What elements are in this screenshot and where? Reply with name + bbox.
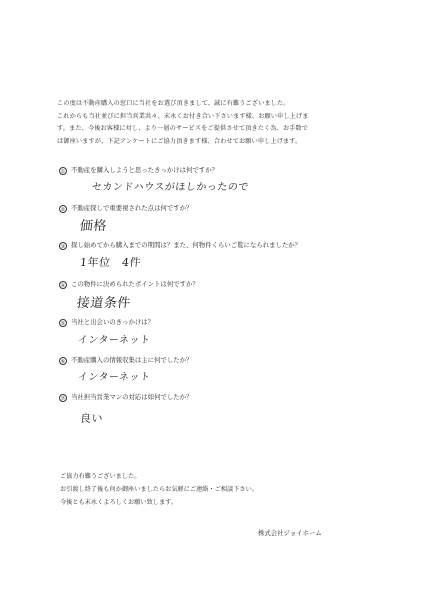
closing-paragraph	[60, 470, 380, 509]
answer-5: インターネット	[77, 335, 151, 346]
answer-1: セカンドハウスがほしかったので	[91, 182, 250, 193]
question-text: 当社と出会いのきっかけは？	[71, 318, 155, 326]
question-number: ⑤	[60, 320, 66, 327]
question-1	[59, 166, 218, 176]
question-4	[59, 280, 199, 290]
question-6	[59, 356, 192, 366]
question-text: 当社担当営業マンの対応は如何でしたか？	[71, 393, 193, 401]
question-text: 不動産を購入しようと思ったきっかけは何ですか？	[71, 166, 218, 174]
company-name: 株式会社ジョイホーム	[258, 529, 322, 537]
intro-line: この度は不動産購入の窓口に当社をお選び頂きまして、誠に有難うございました。	[57, 100, 290, 107]
question-2	[59, 204, 192, 214]
question-number: ③	[60, 243, 66, 250]
question-number: ⑥	[60, 358, 66, 365]
intro-paragraph	[57, 98, 377, 148]
answer-6: インターネット	[77, 372, 151, 383]
question-3	[59, 241, 301, 251]
intro-line: す。また、今後お客様に対し、より一層のサービスをご提供させて頂きたく為、お手数で	[57, 125, 309, 132]
question-text: 不動産探しで重要視された点は何ですか？	[71, 204, 193, 212]
question-7	[59, 393, 192, 403]
question-text: この物件に決められたポイントは何ですか？	[71, 280, 199, 288]
answer-3: 1年位 4件	[79, 256, 142, 269]
intro-line: これからも当社並びに担当営業共々、末永くお付き合い下さいます様、お願い申し上げま	[57, 112, 309, 120]
answer-4: 接道条件	[76, 296, 132, 311]
intro-line: は御座いますが、下記アンケートにご協力頂きます様、合わせてお願い申し上げます。	[57, 137, 302, 145]
question-number: ④	[60, 282, 66, 289]
closing-line: 今後とも末永くよろしくお願い致します。	[60, 499, 178, 506]
question-5	[59, 318, 154, 328]
question-number: ②	[60, 206, 66, 213]
question-number: ⑦	[60, 395, 66, 402]
answer-7: 良い	[79, 412, 104, 425]
closing-line: お引渡し終了後も何か御座いましたらお気軽にご連絡・ご相談下さい。	[60, 486, 258, 493]
answer-2: 価格	[79, 219, 108, 234]
question-text: 不動産購入の情報収集は主に何でしたか？	[71, 356, 193, 364]
question-text: 探し始めてから購入までの期間は？また、何物件くらいご覧になられましたか？	[71, 241, 302, 249]
question-number: ①	[60, 168, 66, 175]
closing-line: ご協力有難うございました。	[60, 473, 141, 480]
